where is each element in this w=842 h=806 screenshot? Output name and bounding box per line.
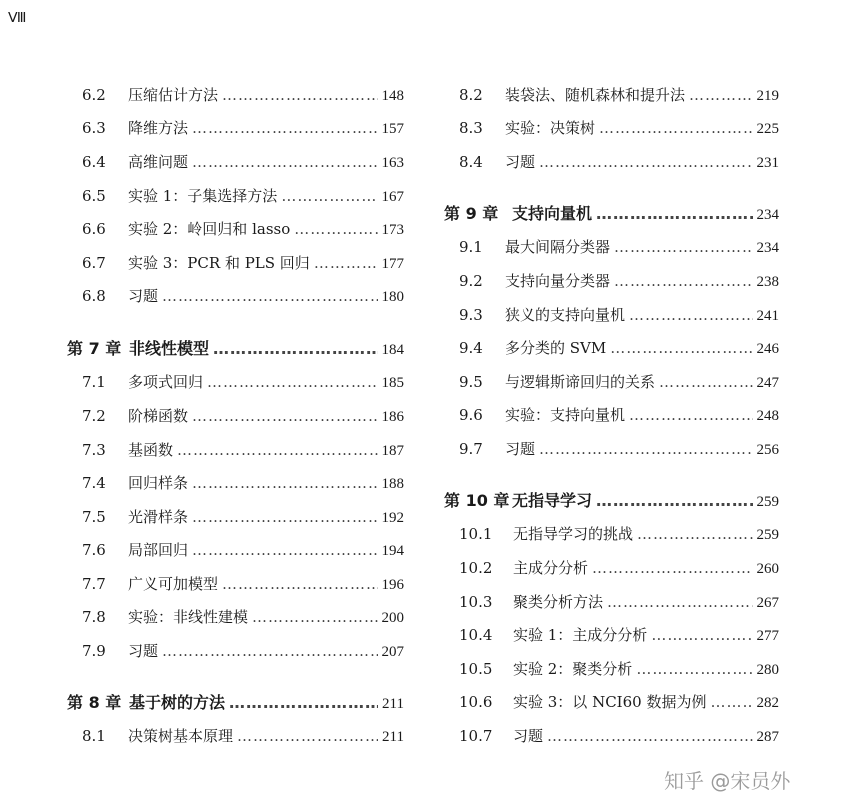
section-number: 6.6 bbox=[82, 220, 106, 238]
leader-dots bbox=[192, 118, 377, 138]
page-number: Ⅷ bbox=[8, 11, 26, 26]
page-ref: 267 bbox=[756, 595, 779, 611]
page-ref: 259 bbox=[756, 527, 779, 543]
leader-dots bbox=[607, 592, 752, 612]
toc-section-row bbox=[459, 405, 779, 425]
section-number: 7.1 bbox=[82, 373, 106, 391]
leader-dots bbox=[599, 118, 752, 138]
section-title: 实验 1：子集选择方法 bbox=[128, 187, 278, 205]
leader-dots bbox=[614, 237, 752, 257]
section-title: 狭义的支持向量机 bbox=[505, 306, 626, 324]
leader-dots bbox=[177, 440, 377, 460]
page-ref: 234 bbox=[756, 207, 779, 223]
section-number: 9.7 bbox=[459, 440, 483, 458]
chapter-number: 第 10 章 bbox=[444, 491, 510, 510]
toc-section-row bbox=[459, 692, 779, 712]
page-ref: 238 bbox=[756, 274, 779, 290]
section-title: 广义可加模型 bbox=[128, 575, 219, 593]
page-ref: 260 bbox=[756, 561, 779, 577]
page-ref: 247 bbox=[756, 375, 779, 391]
leader-dots bbox=[651, 625, 752, 645]
page-ref: 234 bbox=[756, 240, 779, 256]
toc-section-row bbox=[82, 406, 404, 426]
section-number: 6.7 bbox=[82, 254, 106, 272]
section-number: 8.1 bbox=[82, 727, 106, 745]
section-number: 9.2 bbox=[459, 272, 483, 290]
section-number: 8.4 bbox=[459, 153, 483, 171]
section-title: 无指导学习的挑战 bbox=[513, 525, 634, 543]
section-number: 10.7 bbox=[459, 727, 493, 745]
section-number: 10.2 bbox=[459, 559, 493, 577]
section-title: 多项式回归 bbox=[128, 373, 204, 391]
leader-dots bbox=[592, 558, 752, 578]
leader-dots bbox=[294, 219, 377, 239]
toc-section-row bbox=[82, 641, 404, 661]
section-title: 压缩估计方法 bbox=[128, 86, 219, 104]
section-number: 9.6 bbox=[459, 406, 483, 424]
page-ref: 287 bbox=[756, 729, 779, 745]
toc-section-row bbox=[459, 726, 779, 746]
toc-section-row bbox=[82, 219, 404, 239]
section-number: 8.2 bbox=[459, 86, 483, 104]
leader-dots bbox=[539, 152, 752, 172]
toc-section-row bbox=[459, 152, 779, 172]
page-ref: 194 bbox=[381, 543, 404, 559]
leader-dots bbox=[192, 406, 377, 426]
page-ref: 211 bbox=[382, 729, 404, 745]
chapter-title: 非线性模型 bbox=[129, 339, 210, 358]
toc-section-row bbox=[82, 372, 404, 392]
section-number: 10.1 bbox=[459, 525, 493, 543]
section-number: 9.4 bbox=[459, 339, 483, 357]
section-number: 10.4 bbox=[459, 626, 493, 644]
page-ref: 188 bbox=[381, 476, 404, 492]
leader-dots bbox=[192, 152, 377, 172]
page-ref: 207 bbox=[381, 644, 404, 660]
section-title: 习题 bbox=[513, 727, 544, 745]
page-ref: 277 bbox=[756, 628, 779, 644]
section-title: 实验 2：聚类分析 bbox=[513, 660, 633, 678]
toc-section-row bbox=[459, 118, 779, 138]
chapter-title: 基于树的方法 bbox=[129, 693, 226, 712]
leader-dots bbox=[281, 186, 377, 206]
toc-section-row bbox=[82, 186, 404, 206]
leader-dots bbox=[222, 574, 377, 594]
chapter-title: 支持向量机 bbox=[512, 204, 593, 223]
toc-chapter-row bbox=[67, 339, 404, 359]
section-number: 7.5 bbox=[82, 508, 106, 526]
toc-section-row bbox=[82, 473, 404, 493]
section-title: 实验 3：以 NCI60 数据为例 bbox=[513, 693, 707, 711]
section-number: 7.8 bbox=[82, 608, 106, 626]
toc-section-row bbox=[82, 607, 404, 627]
page-ref: 157 bbox=[381, 121, 404, 137]
leader-dots bbox=[192, 473, 377, 493]
leader-dots bbox=[614, 271, 752, 291]
section-title: 决策树基本原理 bbox=[128, 727, 234, 745]
toc-section-row bbox=[459, 85, 779, 105]
section-title: 实验 1：主成分分析 bbox=[513, 626, 648, 644]
page-ref: 163 bbox=[381, 155, 404, 171]
toc-section-row bbox=[82, 85, 404, 105]
page-ref: 186 bbox=[381, 409, 404, 425]
section-title: 高维问题 bbox=[128, 153, 189, 171]
page-ref: 148 bbox=[381, 88, 404, 104]
section-number: 8.3 bbox=[459, 119, 483, 137]
leader-dots bbox=[689, 85, 752, 105]
leader-dots bbox=[237, 726, 378, 746]
toc-chapter-row bbox=[444, 204, 779, 224]
chapter-number: 第 7 章 bbox=[67, 339, 122, 358]
section-title: 习题 bbox=[128, 287, 159, 305]
toc-section-row bbox=[82, 253, 404, 273]
toc-chapter-row bbox=[444, 491, 779, 511]
section-title: 光滑样条 bbox=[128, 508, 189, 526]
section-title: 多分类的 SVM bbox=[505, 339, 607, 357]
section-title: 实验：非线性建模 bbox=[128, 608, 249, 626]
toc-section-row bbox=[459, 237, 779, 257]
section-number: 7.7 bbox=[82, 575, 106, 593]
section-number: 7.4 bbox=[82, 474, 106, 492]
toc-section-row bbox=[82, 286, 404, 306]
leader-dots bbox=[314, 253, 378, 273]
section-title: 降维方法 bbox=[128, 119, 189, 137]
page-ref: 241 bbox=[756, 308, 779, 324]
toc-section-row bbox=[459, 524, 779, 544]
toc-section-row bbox=[82, 540, 404, 560]
section-number: 7.3 bbox=[82, 441, 106, 459]
section-title: 实验 3：PCR 和 PLS 回归 bbox=[128, 254, 310, 272]
page-ref: 211 bbox=[382, 696, 404, 712]
page-ref: 225 bbox=[756, 121, 779, 137]
section-title: 回归样条 bbox=[128, 474, 189, 492]
leader-dots bbox=[610, 338, 752, 358]
page-ref: 200 bbox=[381, 610, 404, 626]
section-title: 习题 bbox=[505, 440, 536, 458]
toc-section-row bbox=[459, 659, 779, 679]
leader-dots bbox=[547, 726, 752, 746]
toc-section-row bbox=[82, 440, 404, 460]
toc-chapter-row bbox=[67, 693, 404, 713]
section-title: 习题 bbox=[505, 153, 536, 171]
leader-dots bbox=[229, 693, 378, 713]
toc-section-row bbox=[459, 271, 779, 291]
page-ref: 185 bbox=[381, 375, 404, 391]
page-ref: 280 bbox=[756, 662, 779, 678]
section-number: 9.3 bbox=[459, 306, 483, 324]
leader-dots bbox=[596, 204, 752, 224]
section-title: 与逻辑斯谛回归的关系 bbox=[505, 373, 656, 391]
toc-section-row bbox=[459, 592, 779, 612]
leader-dots bbox=[636, 659, 752, 679]
leader-dots bbox=[162, 641, 377, 661]
leader-dots bbox=[213, 339, 377, 359]
section-title: 聚类分析方法 bbox=[513, 593, 604, 611]
page-ref: 259 bbox=[756, 494, 779, 510]
toc-section-row bbox=[459, 439, 779, 459]
page-ref: 246 bbox=[756, 341, 779, 357]
page-ref: 256 bbox=[756, 442, 779, 458]
leader-dots bbox=[629, 305, 752, 325]
leader-dots bbox=[222, 85, 377, 105]
leader-dots bbox=[710, 692, 752, 712]
toc-section-row bbox=[82, 152, 404, 172]
leader-dots bbox=[192, 540, 377, 560]
leader-dots bbox=[252, 607, 377, 627]
toc-section-row bbox=[459, 625, 779, 645]
toc-section-row bbox=[82, 574, 404, 594]
toc-section-row bbox=[459, 558, 779, 578]
page-ref: 167 bbox=[381, 189, 404, 205]
section-number: 7.6 bbox=[82, 541, 106, 559]
section-title: 阶梯函数 bbox=[128, 407, 189, 425]
section-title: 实验 2：岭回归和 lasso bbox=[128, 220, 291, 238]
page-ref: 173 bbox=[381, 222, 404, 238]
page-ref: 282 bbox=[756, 695, 779, 711]
section-title: 装袋法、随机森林和提升法 bbox=[505, 86, 686, 104]
toc-section-row bbox=[459, 338, 779, 358]
page-ref: 231 bbox=[756, 155, 779, 171]
leader-dots bbox=[162, 286, 377, 306]
page-ref: 248 bbox=[756, 408, 779, 424]
section-number: 7.9 bbox=[82, 642, 106, 660]
leader-dots bbox=[637, 524, 752, 544]
section-number: 6.3 bbox=[82, 119, 106, 137]
leader-dots bbox=[539, 439, 752, 459]
page-ref: 196 bbox=[381, 577, 404, 593]
section-title: 实验：支持向量机 bbox=[505, 406, 626, 424]
toc-section-row bbox=[82, 507, 404, 527]
leader-dots bbox=[596, 491, 752, 511]
toc-section-row bbox=[459, 305, 779, 325]
leader-dots bbox=[207, 372, 377, 392]
toc-section-row bbox=[82, 118, 404, 138]
section-number: 7.2 bbox=[82, 407, 106, 425]
chapter-number: 第 8 章 bbox=[67, 693, 122, 712]
section-title: 主成分分析 bbox=[513, 559, 589, 577]
section-number: 9.5 bbox=[459, 373, 483, 391]
section-number: 6.2 bbox=[82, 86, 106, 104]
section-title: 支持向量分类器 bbox=[505, 272, 611, 290]
chapter-title: 无指导学习 bbox=[512, 491, 593, 510]
leader-dots bbox=[629, 405, 752, 425]
watermark: 知乎 @宋员外 bbox=[664, 769, 791, 793]
page-ref: 192 bbox=[381, 510, 404, 526]
section-number: 6.4 bbox=[82, 153, 106, 171]
toc-section-row bbox=[82, 726, 404, 746]
section-number: 10.5 bbox=[459, 660, 493, 678]
chapter-number: 第 9 章 bbox=[444, 204, 499, 223]
section-title: 实验：决策树 bbox=[505, 119, 596, 137]
leader-dots bbox=[192, 507, 377, 527]
section-title: 最大间隔分类器 bbox=[505, 238, 611, 256]
section-number: 10.6 bbox=[459, 693, 493, 711]
section-number: 6.8 bbox=[82, 287, 106, 305]
toc-section-row bbox=[459, 372, 779, 392]
section-number: 9.1 bbox=[459, 238, 483, 256]
page-ref: 180 bbox=[381, 289, 404, 305]
leader-dots bbox=[659, 372, 752, 392]
page-ref: 219 bbox=[756, 88, 779, 104]
section-number: 6.5 bbox=[82, 187, 106, 205]
section-number: 10.3 bbox=[459, 593, 493, 611]
section-title: 习题 bbox=[128, 642, 159, 660]
page-ref: 187 bbox=[381, 443, 404, 459]
section-title: 局部回归 bbox=[128, 541, 189, 559]
page-ref: 177 bbox=[381, 256, 404, 272]
section-title: 基函数 bbox=[128, 441, 174, 459]
page-ref: 184 bbox=[381, 342, 404, 358]
